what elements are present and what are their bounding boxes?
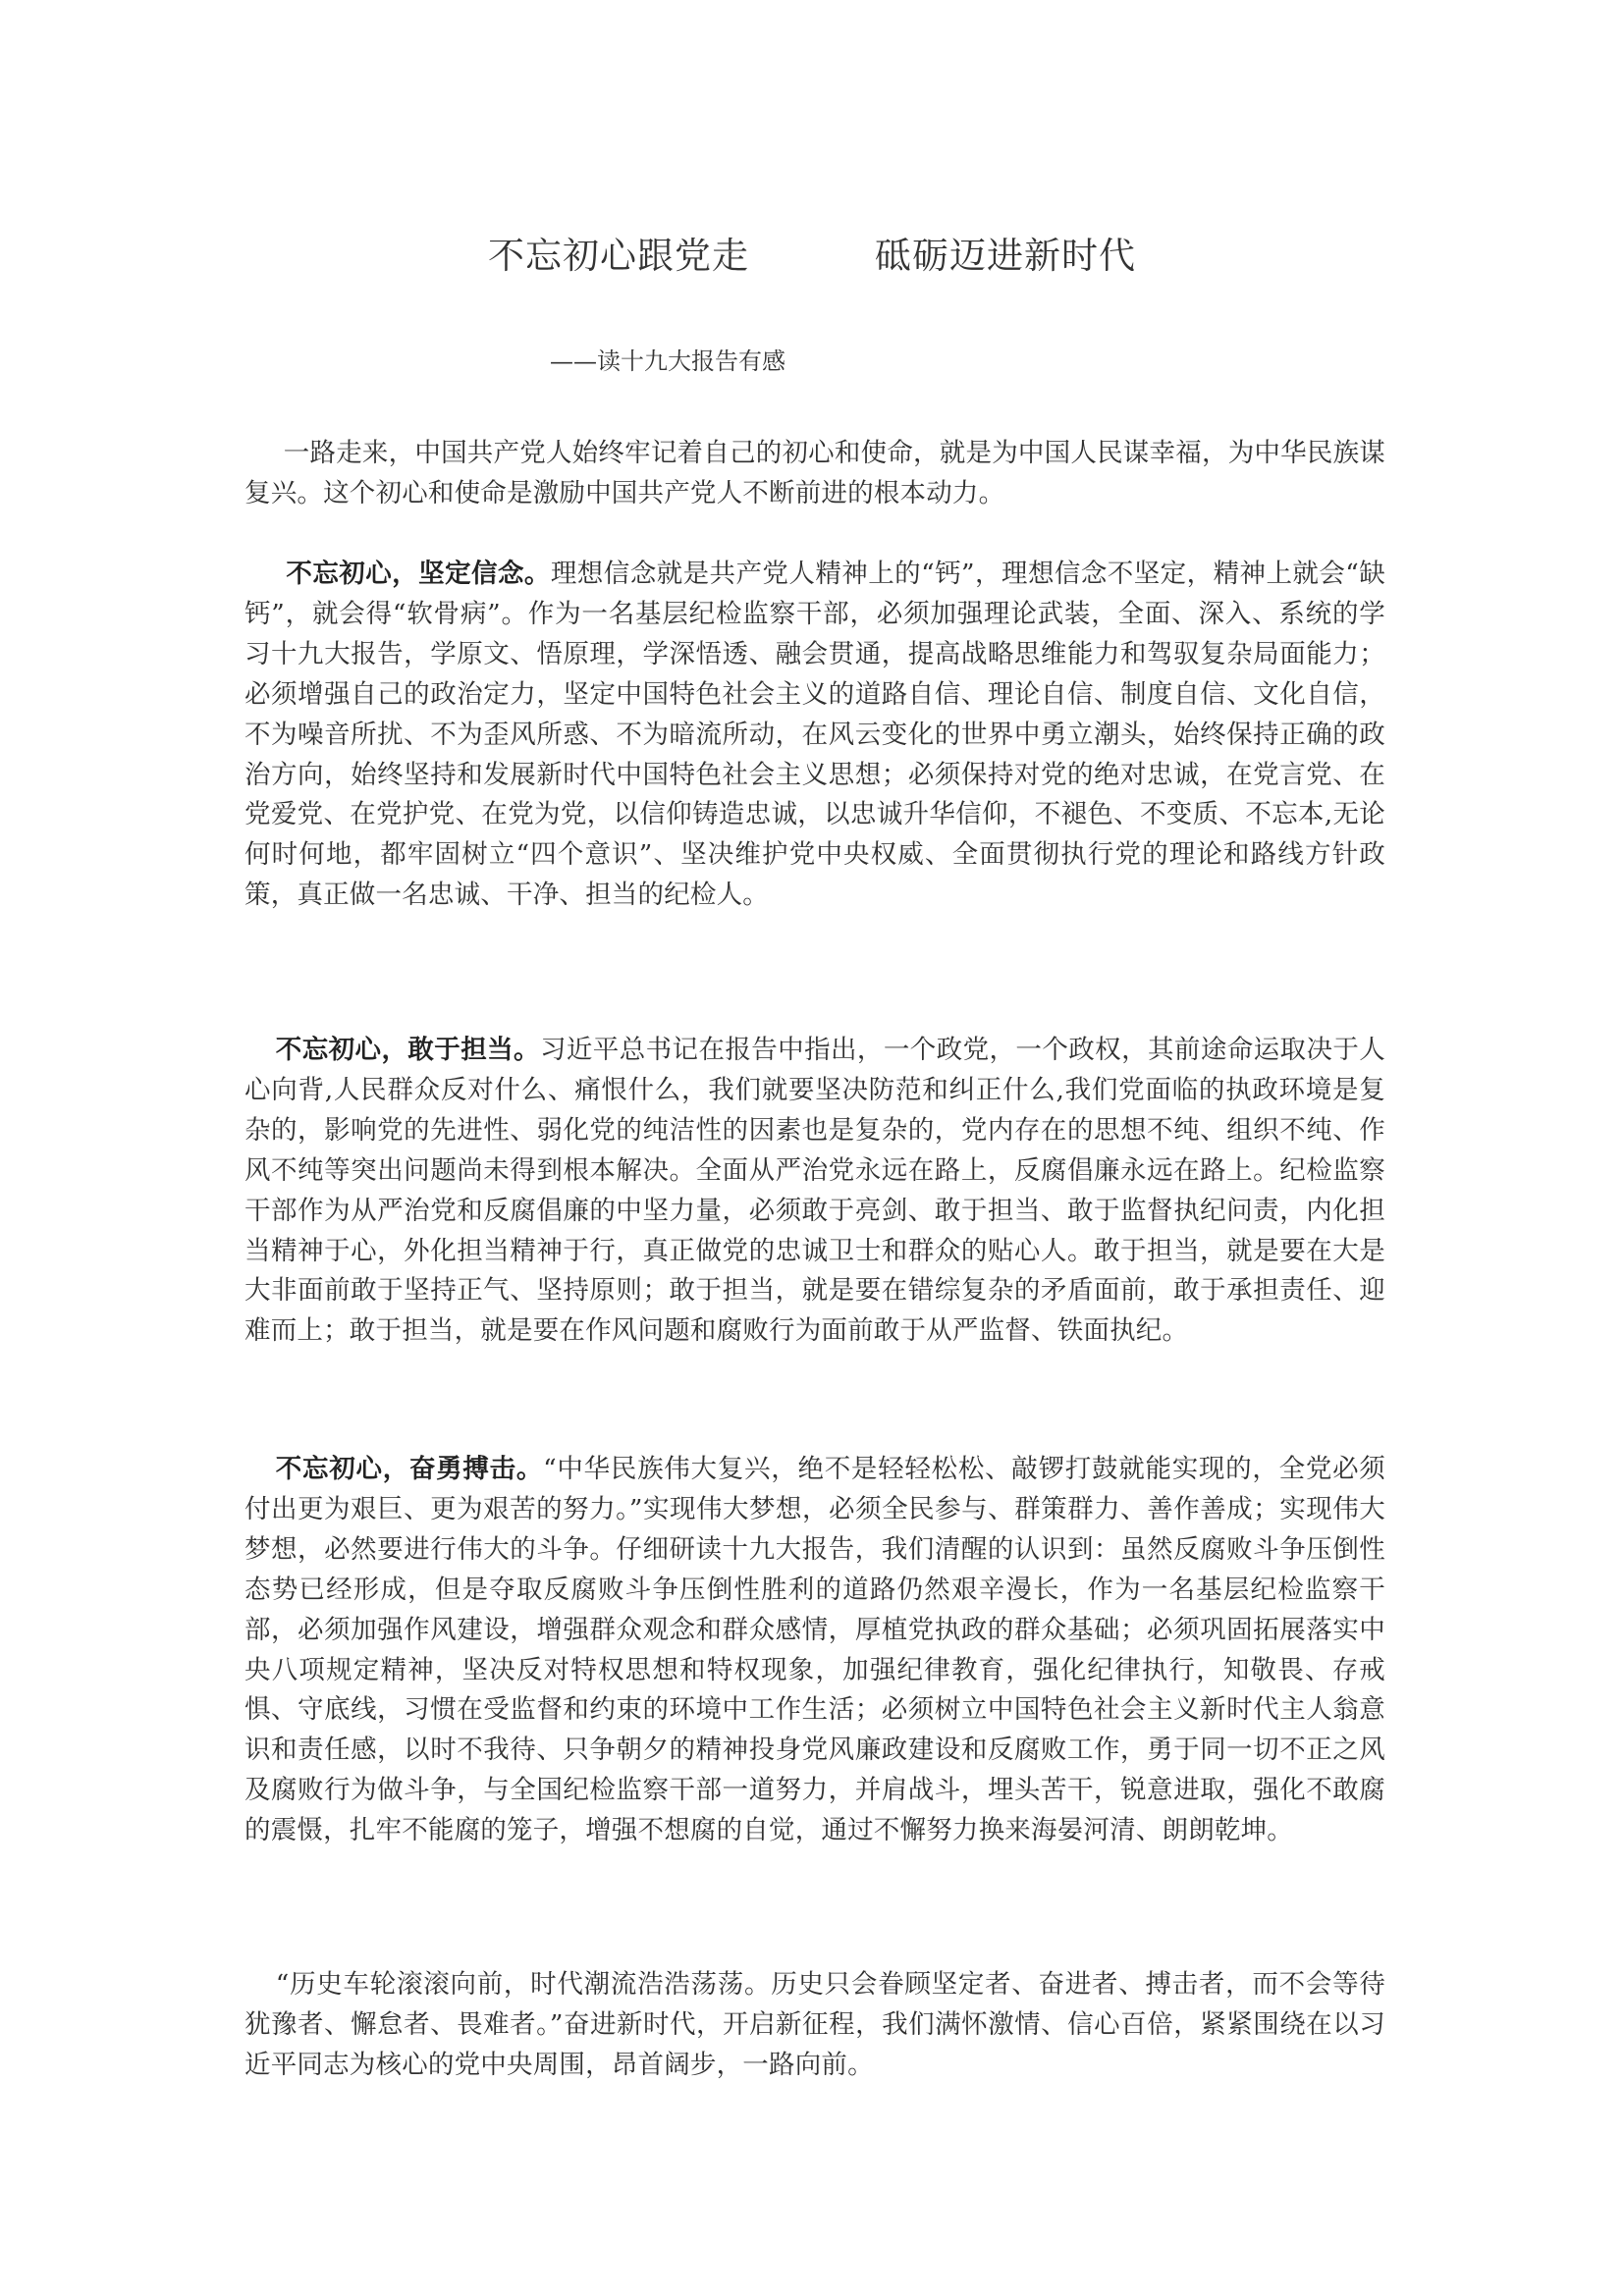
paragraph-conclusion <box>244 1965 1385 2086</box>
title-part-2: 砥砺迈进新时代 <box>875 235 1136 277</box>
paragraph-dare-responsibility <box>244 1031 1385 1352</box>
paragraph-text: 一路走来，中国共产党人始终牢记着自己的初心和使命，就是为中国人民谋幸福，为中华民族谋复兴。这个初心和使命是激励中国共产党人不断前进的根本动力。 <box>244 438 1385 508</box>
paragraph-strive-forward <box>244 1450 1385 1851</box>
page-title <box>0 232 1624 281</box>
paragraph-text: “中华民族伟大复兴，绝不是轻轻松松、敲锣打鼓就能实现的，全党必须付出更为艰巨、更为艰苦的努力。”实现伟大梦想，必须全民参与、群策群力、善作善成；实现伟大梦想，必然要进行伟大的斗争。仔细研读十九大报告，我们清醒的认识到：虽然反腐败斗争压倒性态势已经形成，但是夺取反腐败斗争压倒性胜利的道路仍然艰辛漫长，作为一名基层纪检监察干部，必须加强作风建设，增强群众观念和群众感情，厚植党执政的群众基础；必须巩固拓展落实中央八项规定精神，坚决反对特权思想和特权现象，加强纪律教育，强化纪律执行，知敬畏、存戒惧、守底线，习惯在受监督和约束的环境中工作生活；必须树立中国特色社会主义新时代主人翁意识和责任感，以时不我待、只争朝夕的精神投身党风廉政建设和反腐败工作，勇于同一切不正之风及腐败行为做斗争，与全国纪检监察干部一道努力，并肩战斗，埋头苦干，锐意进取，强化不敢腐的震慑，扎牢不能腐的笼子，增强不想腐的自觉，通过不懈努力换来海晏河清、朗朗乾坤。 <box>244 1454 1386 1846</box>
paragraph-text: 理想信念就是共产党人精神上的“钙”，理想信念不坚定，精神上就会“缺钙”，就会得“软骨病”。作为一名基层纪检监察干部，必须加强理论武装，全面、深入、系统的学习十九大报告，学原文、悟原理，学深悟透、融会贯通，提高战略思维能力和驾驭复杂局面能力；必须增强自己的政治定力，坚定中国特色社会主义的道路自信、理论自信、制度自信、文化自信，不为噪音所扰、不为歪风所惑、不为暗流所动，在风云变化的世界中勇立潮头，始终保持正确的政治方向，始终坚持和发展新时代中国特色社会主义思想；必须保持对党的绝对忠诚，在党言党、在党爱党、在党护党、在党为党，以信仰铸造忠诚，以忠诚升华信仰，不褪色、不变质、不忘本,无论何时何地，都牢固树立“四个意识”、坚决维护党中央权威、全面贯彻执行党的理论和路线方针政策，真正做一名忠诚、干净、担当的纪检人。 <box>244 559 1385 911</box>
paragraph-firm-belief <box>244 555 1385 916</box>
paragraph-lead: 不忘初心，奋勇搏击。 <box>275 1454 544 1484</box>
title-part-1: 不忘初心跟党走 <box>488 235 749 277</box>
subtitle: ——读十九大报告有感 <box>550 347 785 375</box>
paragraph-lead: 不忘初心，敢于担当。 <box>275 1035 540 1065</box>
paragraph-lead: 不忘初心，坚定信念。 <box>286 559 551 589</box>
paragraph-intro <box>244 434 1385 514</box>
paragraph-text: 习近平总书记在报告中指出，一个政党，一个政权，其前途命运取决于人心向背,人民群众反对什么、痛恨什么，我们就要坚决防范和纠正什么,我们党面临的执政环境是复杂的，影响党的先进性、弱化党的纯洁性的因素也是复杂的，党内存在的思想不纯、组织不纯、作风不纯等突出问题尚未得到根本解决。全面从严治党永远在路上，反腐倡廉永远在路上。纪检监察干部作为从严治党和反腐倡廉的中坚力量，必须敢于亮剑、敢于担当、敢于监督执纪问责，内化担当精神于心，外化担当精神于行，真正做党的忠诚卫士和群众的贴心人。敢于担当，就是要在大是大非面前敢于坚持正气、坚持原则；敢于担当，就是要在错综复杂的矛盾面前，敢于承担责任、迎难而上；敢于担当，就是要在作风问题和腐败行为面前敢于从严监督、铁面执纪。 <box>244 1035 1386 1347</box>
paragraph-text: “历史车轮滚滚向前，时代潮流浩浩荡荡。历史只会眷顾坚定者、奋进者、搏击者，而不会等待犹豫者、懈怠者、畏难者。”奋进新时代，开启新征程，我们满怀激情、信心百倍，紧紧围绕在以习近平同志为核心的党中央周围，昂首阔步，一路向前。 <box>244 1969 1385 2080</box>
